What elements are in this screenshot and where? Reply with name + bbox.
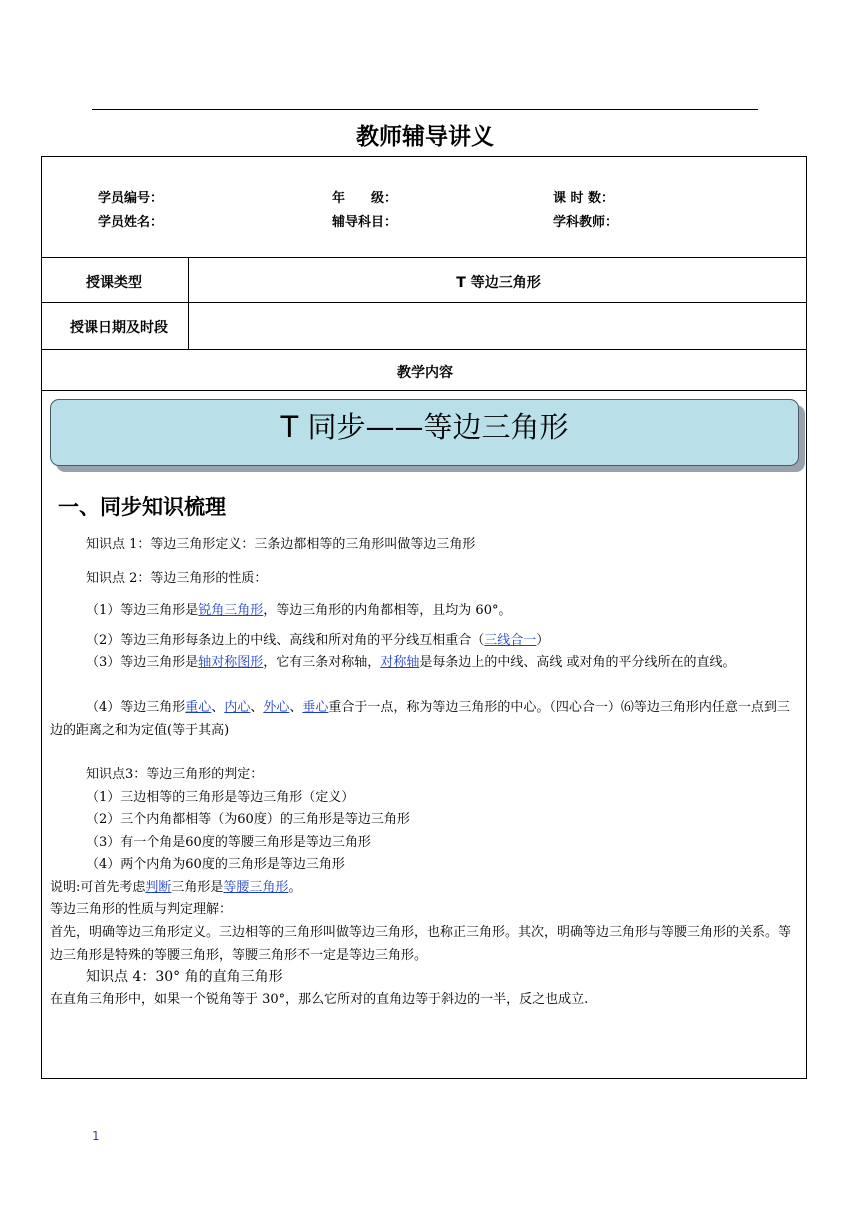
grade-label: 年 级： <box>332 191 398 206</box>
criterion-2: （2）三个内角都相等（为60度）的三角形是等边三角形 <box>86 812 410 827</box>
property-4: （4）等边三角形重心、内心、外心、垂心重合于一点，称为等边三角形的中心。（四心合一）⑹等边三角形内任意一点到三边的距离之和为定值(等于其高) <box>50 700 790 738</box>
property-1: （1）等边三角形是锐角三角形，等边三角形的内角都相等，且均为 60°。 <box>86 603 512 618</box>
class-hours-label: 课 时 数： <box>553 191 615 206</box>
topic-banner: T 同步——等边三角形 <box>50 399 799 466</box>
page-number: 1 <box>92 1129 100 1143</box>
student-number-label: 学员编号： <box>98 191 164 206</box>
table-divider <box>42 302 806 303</box>
circumcenter-link[interactable]: 外心 <box>263 700 290 715</box>
axial-symmetry-link[interactable]: 轴对称图形 <box>198 655 264 670</box>
teacher-label: 学科教师： <box>553 215 619 230</box>
incenter-link[interactable]: 内心 <box>224 700 251 715</box>
judge-link[interactable]: 判断 <box>145 880 172 895</box>
section-title: 一、同步知识梳理 <box>58 495 226 519</box>
note-line: 说明:可首先考虑判断三角形是等腰三角形。 <box>50 880 302 895</box>
understanding-text: 首先，明确等边三角形定义。三边相等的三角形叫做等边三角形，也称正三角形。其次，明确等边三角形与等腰三角形的关系。等边三角形是特殊的等腰三角形，等腰三角形不一定是等边三角形。 <box>50 925 792 963</box>
symmetry-axis-link[interactable]: 对称轴 <box>380 655 420 670</box>
property-2: （2）等边三角形每条边上的中线、高线和所对角的平分线互相重合（三线合一） <box>86 633 550 648</box>
knowledge-point-4: 知识点 4：30° 角的直角三角形 <box>86 969 283 985</box>
criterion-4: （4）两个内角为60度的三角形是等边三角形 <box>86 857 345 872</box>
lesson-type-label: 授课类型 <box>86 275 142 291</box>
student-name-label: 学员姓名： <box>98 215 164 230</box>
lesson-date-label: 授课日期及时段 <box>70 320 168 336</box>
knowledge-point-3: 知识点3：等边三角形的判定： <box>86 767 264 782</box>
table-divider <box>42 349 806 350</box>
table-divider <box>42 257 806 258</box>
knowledge-point-2: 知识点 2：等边三角形的性质： <box>86 571 268 586</box>
understanding-title: 等边三角形的性质与判定理解： <box>50 902 233 917</box>
subject-label: 辅导科目： <box>332 215 398 230</box>
table-divider <box>42 390 806 391</box>
isosceles-triangle-link[interactable]: 等腰三角形 <box>223 880 289 895</box>
criterion-1: （1）三边相等的三角形是等边三角形（定义） <box>86 790 355 805</box>
property-3: （3）等边三角形是轴对称图形，它有三条对称轴，对称轴是每条边上的中线、高线 或对角的平分线所在的直线。 <box>86 655 736 670</box>
document-title: 教师辅导讲义 <box>356 124 494 150</box>
acute-triangle-link[interactable]: 锐角三角形 <box>198 603 264 618</box>
lesson-table <box>41 156 807 1079</box>
centroid-link[interactable]: 重心 <box>185 700 212 715</box>
header-rule <box>92 109 758 110</box>
knowledge-point-1: 知识点 1：等边三角形定义：三条边都相等的三角形叫做等边三角形 <box>86 537 476 552</box>
criterion-3: （3）有一个角是60度的等腰三角形是等边三角形 <box>86 835 371 850</box>
table-column-divider <box>188 257 189 349</box>
orthocenter-link[interactable]: 垂心 <box>302 700 329 715</box>
knowledge-point-4-text: 在直角三角形中，如果一个锐角等于 30°，那么它所对的直角边等于斜边的一半，反之也成立. <box>50 992 589 1007</box>
teaching-content-label: 教学内容 <box>397 365 453 381</box>
lesson-type-value: T 等边三角形 <box>456 275 541 291</box>
three-lines-link[interactable]: 三线合一 <box>484 633 537 648</box>
